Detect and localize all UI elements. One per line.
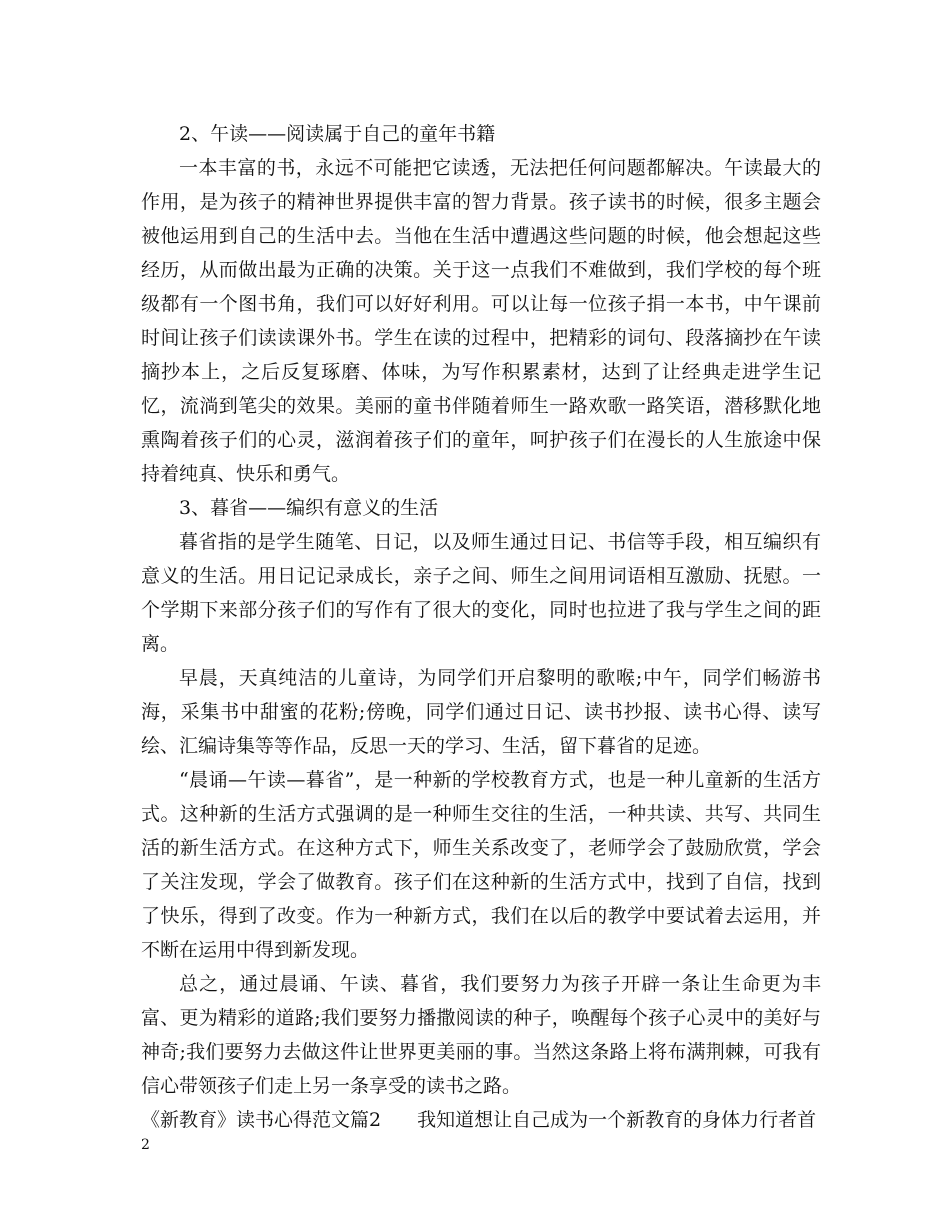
page-number: 2 [141, 1137, 150, 1153]
document-body [141, 117, 821, 1137]
body-paragraph: “晨诵—午读—暮省”，是一种新的学校教育方式，也是一种儿童新的生活方式。这种新的生活方式强调的是一种师生交往的生活，一种共读、共写、共同生活的新生活方式。在这种方式下，师生关系改变了，老师学会了鼓励欣赏，学会了关注发现，学会了做教育。孩子们在这种新的生活方式中，找到了自信，找到了快乐，得到了改变。作为一种新方式，我们在以后的教学中要试着去运用，并不断在运用中得到新发现。 [141, 769, 821, 961]
body-paragraph: 一本丰富的书，永远不可能把它读透，无法把任何问题都解决。午读最大的作用，是为孩子的精神世界提供丰富的智力背景。孩子读书的时候，很多主题会被他运用到自己的生活中去。当他在生活中遭遇这些问题的时候，他会想起这些经历，从而做出最为正确的决策。关于这一点我们不难做到，我们学校的每个班级都有一个图书角，我们可以好好利用。可以让每一位孩子捐一本书，中午课前时间让孩子们读读课外书。学生在读的过程中，把精彩的词句、段落摘抄在午读摘抄本上，之后反复琢磨、体味，为写作积累素材，达到了让经典走进学生记忆，流淌到笔尖的效果。美丽的童书伴随着师生一路欢歌一路笑语，潜移默化地熏陶着孩子们的心灵，滋润着孩子们的童年，呵护孩子们在漫长的人生旅途中保持着纯真、快乐和勇气。 [141, 157, 821, 485]
next-article-title: 《新教育》读书心得范文篇2 [141, 1109, 382, 1131]
body-paragraph: 早晨，天真纯洁的儿童诗，为同学们开启黎明的歌喉;中午，同学们畅游书海，采集书中甜蜜的花粉;傍晚，同学们通过日记、读书抄报、读书心得、读写绘、汇编诗集等等作品，反思一天的学习、生活，留下暮省的足迹。 [141, 667, 821, 757]
section-heading: 2、午读——阅读属于自己的童年书籍 [179, 123, 496, 145]
body-paragraph: 暮省指的是学生随笔、日记，以及师生通过日记、书信等手段，相互编织有意义的生活。用日记记录成长，亲子之间、师生之间用词语相互激励、抚慰。一个学期下来部分孩子们的写作有了很大的变化，同时也拉进了我与学生之间的距离。 [141, 531, 821, 655]
body-paragraph: 总之，通过晨诵、午读、暮省，我们要努力为孩子开辟一条让生命更为丰富、更为精彩的道路;我们要努力播撒阅读的种子，唤醒每个孩子心灵中的美好与神奇;我们要努力去做这件让世界更美丽的事。当然这条路上将布满荆棘，可我有信心带领孩子们走上另一条享受的读书之路。 [141, 973, 821, 1097]
next-article-line [141, 1103, 821, 1137]
section-heading: 3、暮省——编织有意义的生活 [179, 497, 439, 519]
next-article-text: 我知道想让自己成为一个新教育的身体力行者首 [417, 1109, 817, 1131]
